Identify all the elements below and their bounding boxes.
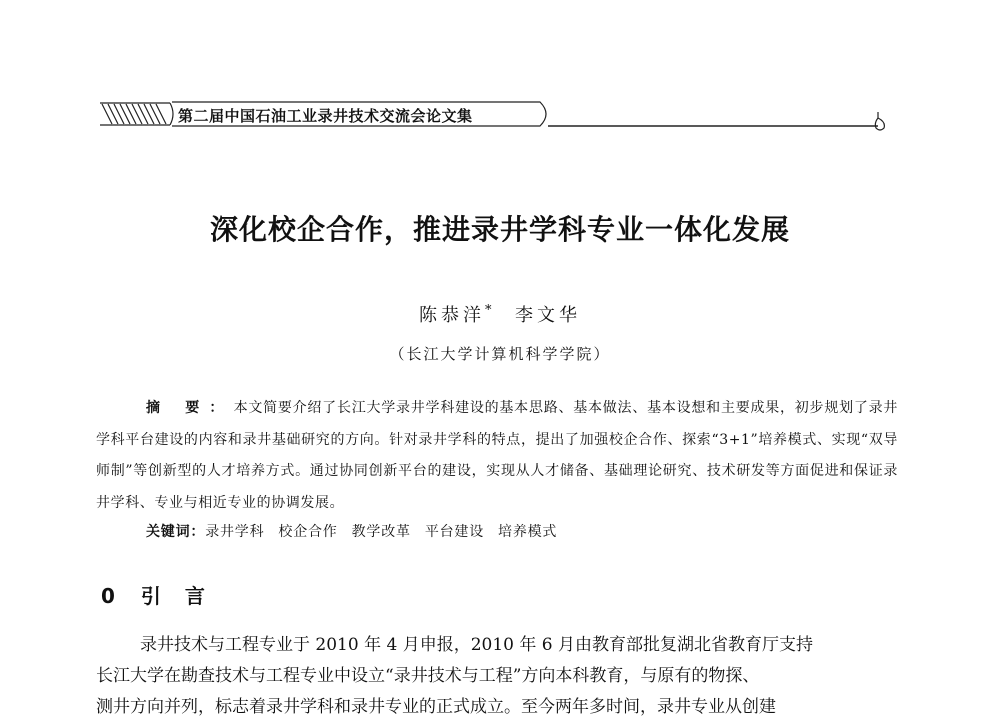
section-number: 0 xyxy=(101,584,115,608)
section-title: 引言 xyxy=(140,584,229,608)
keyword: 平台建设 xyxy=(424,524,485,540)
abstract xyxy=(96,393,898,519)
coauthor-name: 李文华 xyxy=(514,305,581,326)
abstract-label: 摘 要： xyxy=(146,400,234,416)
author-footnote-mark: * xyxy=(485,303,496,318)
keyword: 培养模式 xyxy=(498,524,558,540)
running-head-text: 第二届中国石油工业录井技术交流会论文集 xyxy=(178,107,473,125)
section-heading xyxy=(101,580,229,609)
body-line: 测井方向并列，标志着录井学科和录井专业的正式成立。至今两年多时间，录井专业从创建 xyxy=(96,697,776,717)
body-line: 录井技术与工程专业于 2010 年 4 月申报，2010 年 6 月由教育部批复湖北省教育厅支持 xyxy=(140,635,813,655)
keyword: 教学改革 xyxy=(351,524,411,540)
keyword: 校企合作 xyxy=(278,524,338,540)
affiliation: （长江大学计算机科学学院） xyxy=(389,345,611,363)
paper-title: 深化校企合作，推进录井学科专业一体化发展 xyxy=(209,213,790,246)
author-line xyxy=(0,301,1000,327)
running-header xyxy=(100,98,890,132)
abstract-text: 本文简要介绍了长江大学录井学科建设的基本思路、基本做法、基本设想和主要成果，初步规划了录井学科平台建设的内容和录井基础研究的方向。针对录井学科的特点，提出了加强校企合作、探索“3+1”培养模式、实现“双导师制”等创新型的人才培养方式。通过协同创新平台的建设，实现从人才储备、基础理论研究、技术研发等方面促进和保证录井学科、专业与相近专业的协调发展。 xyxy=(96,400,899,511)
keywords-label: 关键词： xyxy=(146,524,206,540)
keywords xyxy=(146,521,571,541)
keyword: 录井学科 xyxy=(205,524,265,540)
body-text xyxy=(96,630,900,723)
body-line: 长江大学在勘查技术与工程专业中设立“录井技术与工程”方向本科教育，与原有的物探、 xyxy=(96,666,760,686)
paragraph xyxy=(96,630,900,723)
author-name: 陈恭洋 xyxy=(419,305,486,326)
